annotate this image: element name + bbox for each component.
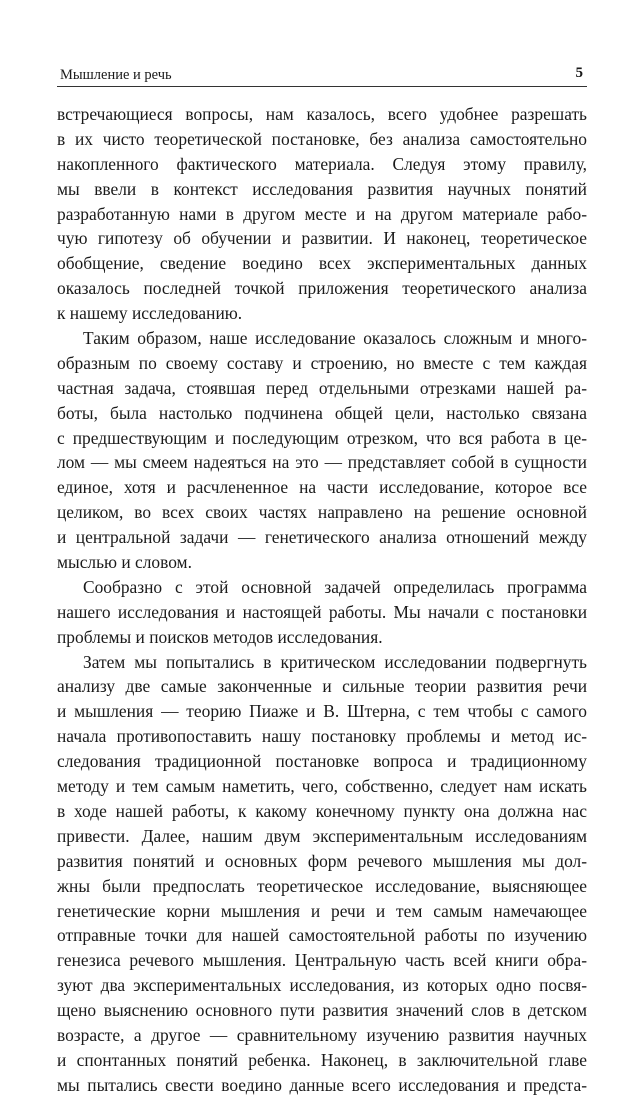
text-line: жны были предпослать теоретическое исследование, выясняющее — [57, 875, 587, 896]
text-line: и спонтанных понятий ребенка. Наконец, в заключительной главе — [57, 1049, 587, 1070]
body-text — [57, 102, 587, 1098]
text-line: методу и тем самым наметить, чего, собственно, следует нам искать — [57, 776, 587, 797]
text-line: единое, хотя и расчлененное на части исследование, которое все — [57, 477, 587, 498]
text-line: образным по своему составу и строению, но вместе с тем каждая — [57, 352, 587, 373]
text-line: развития понятий и основных форм речевого мышления мы дол- — [57, 850, 587, 871]
text-line: к нашему исследованию. — [57, 303, 243, 324]
text-line: частная задача, стоявшая перед отдельными отрезками нашей ра- — [57, 377, 587, 398]
text-line: мыслью и словом. — [57, 552, 192, 573]
text-line: в их чисто теоретической постановке, без анализа самостоятельно — [57, 128, 587, 149]
text-line: чую гипотезу об обучении и развитии. И наконец, теоретическое — [57, 228, 587, 249]
text-line: лом — мы смеем надеяться на это — представляет собой в сущности — [57, 452, 587, 473]
text-line: привести. Далее, нашим двум экспериментальным исследованиям — [57, 825, 587, 846]
text-line: встречающиеся вопросы, нам казалось, всего удобнее разрешать — [57, 104, 587, 124]
text-line: и мышления — теорию Пиаже и В. Штерна, с тем чтобы с самого — [57, 701, 587, 722]
running-header — [57, 64, 587, 87]
text-line: и центральной задачи — генетического анализа отношений между — [57, 527, 587, 548]
text-line: генезиса речевого мышления. Центральную часть всей книги обра- — [57, 950, 587, 971]
text-line: возрасте, а другое — сравнительному изучению развития научных — [57, 1024, 587, 1045]
text-line: следования традиционной постановке вопроса и традиционному — [57, 751, 587, 772]
text-line: генетические корни мышления и речи и тем самым намечающее — [57, 900, 587, 921]
text-line: отправные точки для нашей самостоятельной работы по изучению — [57, 925, 587, 946]
text-line: мы ввели в контекст исследования развития научных понятий — [57, 178, 587, 199]
text-line: Сообразно с этой основной задачей определилась программа — [83, 576, 587, 597]
text-line: обобщение, сведение воедино всех экспериментальных данных — [57, 253, 587, 274]
text-line: проблемы и поисков методов исследования. — [57, 626, 383, 647]
page-number: 5 — [575, 65, 583, 81]
text-line: зуют два экспериментальных исследования, из которых одно посвя- — [57, 975, 587, 996]
text-line: нашего исследования и настоящей работы. Мы начали с постановки — [57, 601, 587, 622]
text-line: оказалось последней точкой приложения теоретического анализа — [57, 278, 587, 299]
running-title: Мышление и речь — [60, 67, 172, 83]
text-line: в ходе нашей работы, к какому конечному пункту она должна нас — [57, 800, 587, 821]
text-line: разработанную нами в другом месте и на другом материале рабо- — [57, 203, 587, 224]
text-line: с предшествующим и последующим отрезком, что вся работа в це- — [57, 427, 587, 448]
text-line: боты, была настолько подчинена общей цели, настолько связана — [57, 402, 587, 423]
text-line: анализу две самые законченные и сильные теории развития речи — [57, 676, 587, 697]
text-line: мы пытались свести воедино данные всего исследования и предста- — [57, 1074, 587, 1095]
text-line: целиком, во всех своих частях направлено на решение основной — [57, 502, 587, 523]
text-line: Таким образом, наше исследование оказалось сложным и много- — [83, 328, 587, 349]
text-line: Затем мы попытались в критическом исследовании подвергнуть — [83, 651, 587, 672]
text-line: щено выяснению основного пути развития значений слов в детском — [57, 1000, 587, 1021]
text-line: накопленного фактического материала. Следуя этому правилу, — [57, 153, 587, 174]
text-line: начала противопоставить нашу постановку проблемы и метод ис- — [57, 726, 587, 747]
